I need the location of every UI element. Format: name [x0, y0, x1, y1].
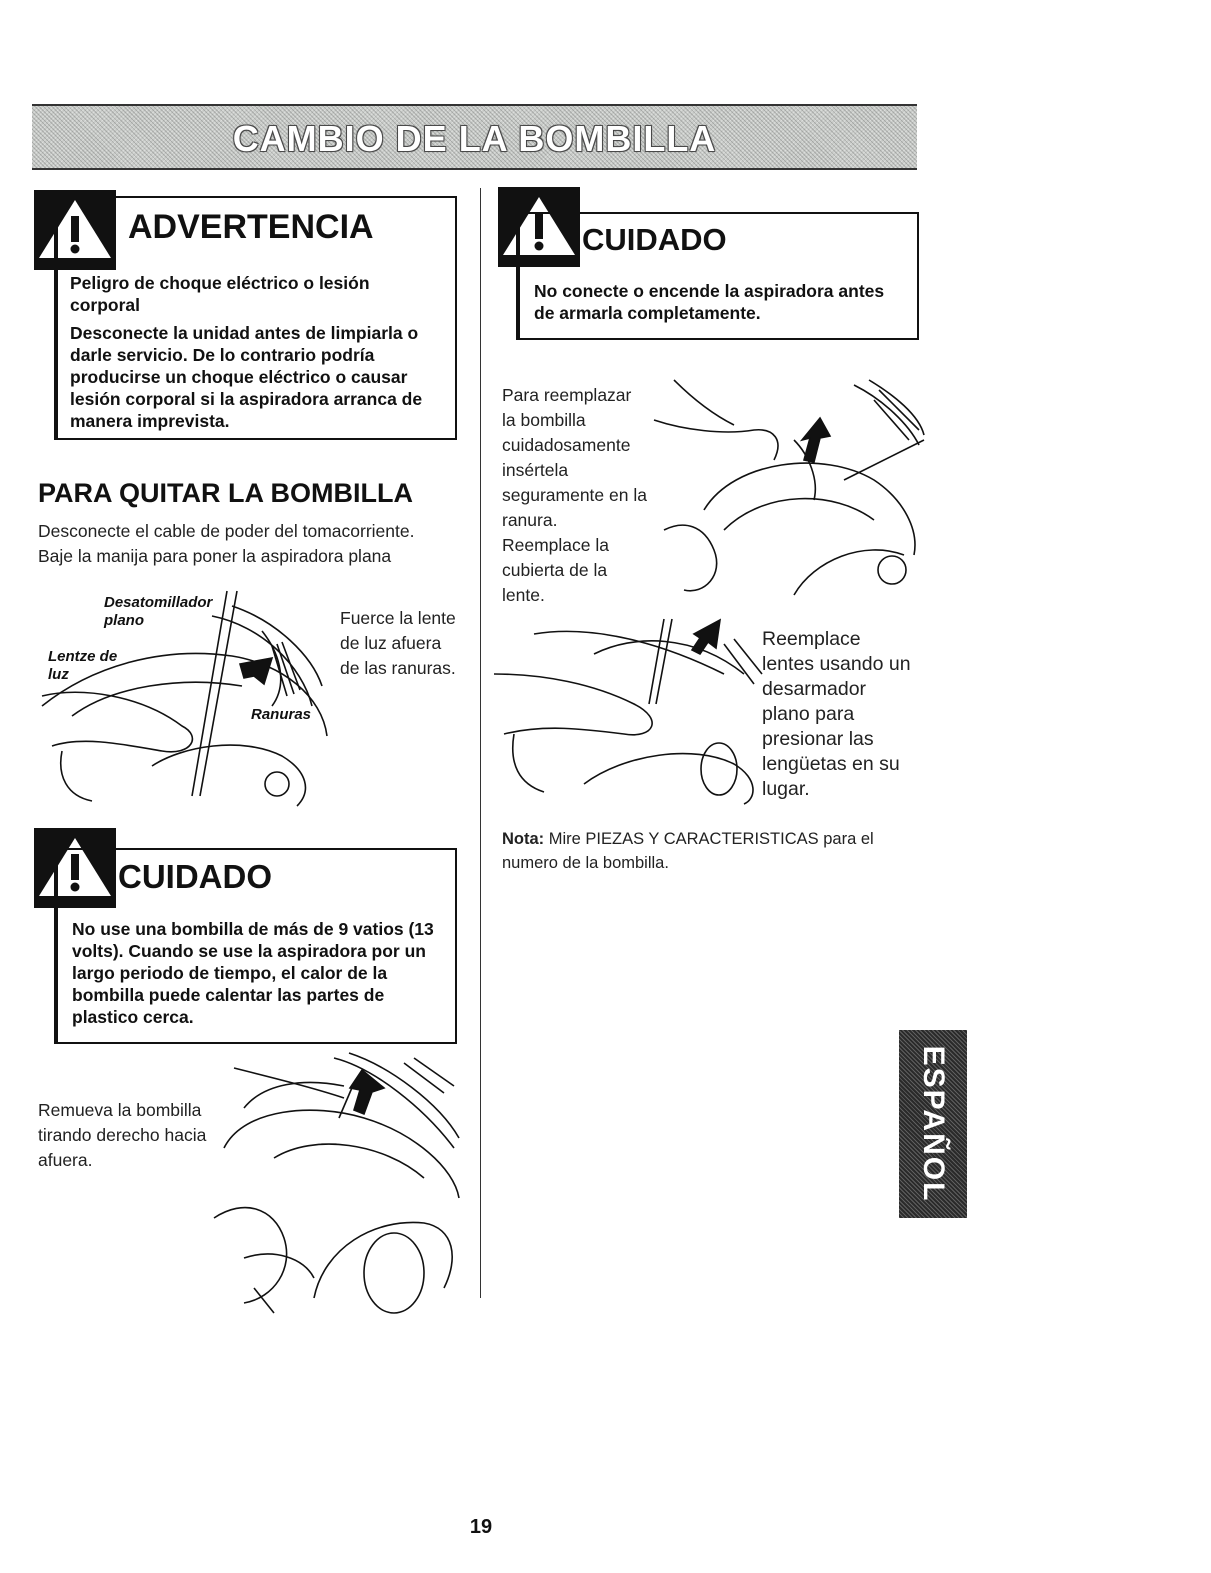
cuidado-bottom-heading: CUIDADO: [118, 858, 272, 895]
cuidado-bottom-body: No use una bombilla de más de 9 vatios (13 volts). Cuando se use la aspiradora por un largo periodo de tiempo, el calor de la bombilla puede calentar las partes de plastico cerca.: [72, 919, 434, 1027]
lens-replace-illustration: [494, 614, 764, 804]
advertencia-line1: Peligro de choque eléctrico o lesión corporal: [70, 273, 370, 315]
note: [502, 827, 912, 875]
page-number: 19: [469, 1516, 493, 1538]
replace-lens-text: Reemplace lentes usando un desarmador plano para presionar las lengüetas en su lugar.: [762, 628, 911, 800]
language-side-tab: [899, 1030, 967, 1218]
remove-bulb-text: Remueva la bombilla tirando derecho hacia afuera.: [38, 1100, 207, 1170]
note-label: Nota:: [502, 830, 545, 848]
bulb-removal-illustration: [214, 1048, 464, 1318]
language-tab-label: ESPAÑOL: [917, 1045, 950, 1203]
cuidado-top-heading: CUIDADO: [582, 222, 727, 257]
lens-force-instruction: Fuerce la lente de luz afuera de las ranuras.: [340, 608, 456, 678]
advertencia-line2: Desconecte la unidad antes de limpiarla o darle servicio. De lo contrario podría producirse un choque eléctrico o causar lesión corporal si la aspiradora arranca de manera imprevista.: [70, 323, 423, 431]
column-divider: [480, 188, 481, 1298]
cuidado-top-body: No conecte o encende la aspiradora antes de armarla completamente.: [534, 281, 885, 323]
advertencia-body: [70, 272, 440, 438]
label-lens: Lentze de luz: [48, 648, 118, 683]
label-screwdriver: Desatomillador plano: [104, 594, 213, 629]
page-title: CAMBIO DE LA BOMBILLA: [232, 118, 717, 159]
remove-section-intro: Desconecte el cable de poder del tomacorriente. Baje la manija para poner la aspiradora plana: [38, 521, 415, 566]
title-banner: [32, 104, 917, 170]
bulb-insert-illustration: [644, 380, 924, 600]
replace-bulb-text: Para reemplazar la bombilla cuidadosamente insértela seguramente en la ranura. Reemplace la cubierta de la lente.: [502, 385, 647, 605]
advertencia-heading: ADVERTENCIA: [128, 208, 374, 246]
remove-section-heading: PARA QUITAR LA BOMBILLA: [38, 478, 413, 508]
note-text: Mire PIEZAS Y CARACTERISTICAS para el numero de la bombilla.: [502, 830, 874, 872]
label-slots: Ranuras: [251, 706, 312, 723]
